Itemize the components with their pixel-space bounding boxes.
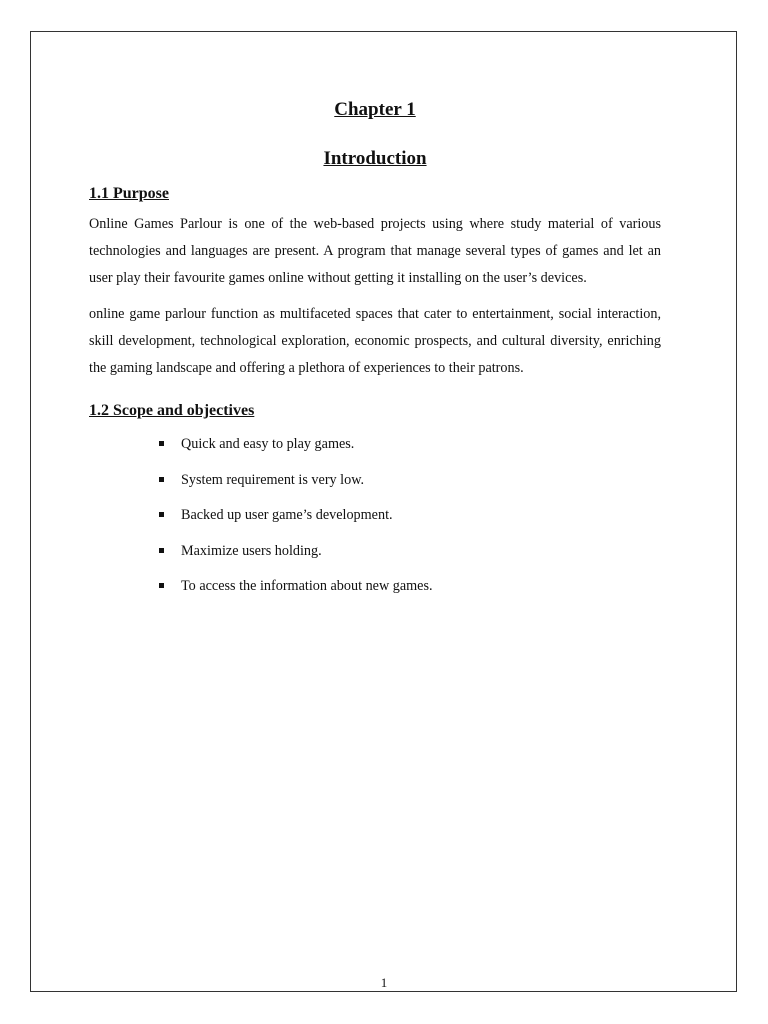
section-heading-purpose: 1.1 Purpose — [89, 185, 169, 202]
list-item-text: Backed up user game’s development. — [181, 507, 393, 523]
list-item — [159, 471, 661, 489]
chapter-subtitle: Introduction — [323, 148, 427, 169]
square-bullet-icon — [159, 548, 164, 553]
document-body — [89, 96, 661, 613]
objectives-list — [89, 435, 661, 595]
square-bullet-icon — [159, 583, 164, 588]
list-item — [159, 435, 661, 453]
list-item — [159, 506, 661, 524]
list-item-text: Maximize users holding. — [181, 542, 322, 559]
square-bullet-icon — [159, 441, 164, 446]
page-number: 1 — [380, 975, 388, 990]
square-bullet-icon — [159, 477, 164, 482]
list-item — [159, 577, 661, 595]
purpose-paragraph-1: Online Games Parlour is one of the web-based projects using where study material of various technologies and languages are present. A program that manage several types of games and let an user play their favourite games online without getting it installing on the user’s devices. — [89, 216, 661, 286]
list-item-text: To access the information about new games. — [181, 578, 433, 594]
list-item-text: System requirement is very low. — [181, 471, 365, 488]
purpose-paragraph-2: online game parlour function as multifaceted spaces that cater to entertainment, social interaction, skill development, technological exploration, economic prospects, and cultural diversity, enriching the gaming landscape and offering a plethora of experiences to their patrons. — [89, 306, 661, 376]
square-bullet-icon — [159, 512, 164, 517]
list-item — [159, 542, 661, 560]
list-item-text: Quick and easy to play games. — [181, 436, 355, 452]
section-heading-scope: 1.2 Scope and objectives — [89, 402, 255, 419]
chapter-title: Chapter 1 — [334, 99, 416, 120]
